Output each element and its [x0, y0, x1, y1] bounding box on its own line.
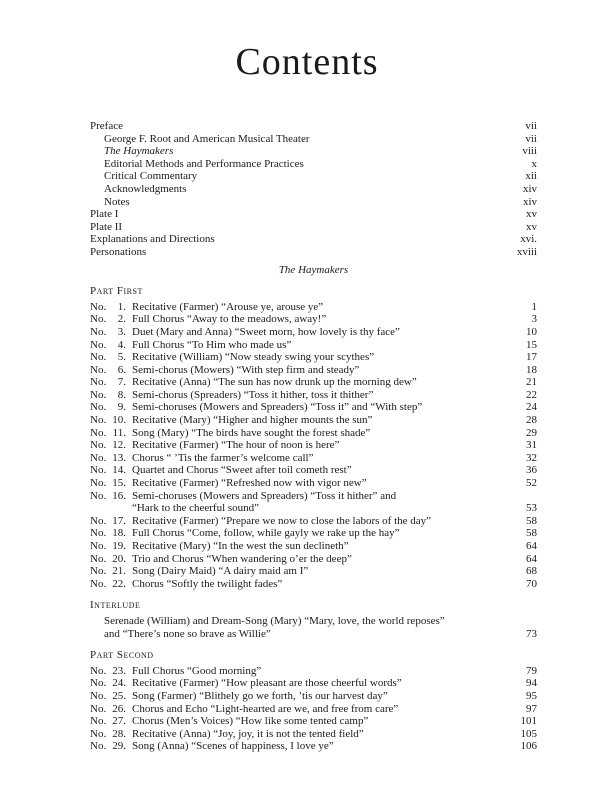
- entry-number: [90, 553, 126, 566]
- entry-number: [90, 527, 126, 540]
- entry-title: Trio and Chorus “When wandering o’er the deep”: [132, 552, 352, 565]
- page-number: 3: [531, 313, 537, 326]
- toc-entry-line: [90, 339, 537, 352]
- toc-entry-line: [90, 313, 537, 326]
- no-label: No.: [90, 677, 107, 690]
- page-number: 52: [526, 477, 537, 490]
- toc-entry-line: [90, 452, 537, 465]
- entry-title: Chorus “Softly the twilight fades”: [132, 577, 283, 590]
- entry-number: [90, 703, 126, 716]
- no-label: No.: [90, 338, 107, 351]
- no-label: No.: [90, 300, 107, 313]
- entry-number: [90, 728, 126, 741]
- toc-entry-line: [90, 703, 537, 716]
- page-number: x: [531, 157, 537, 170]
- page-number: 95: [526, 689, 537, 702]
- page-number: 31: [526, 439, 537, 452]
- entry-number: [90, 351, 126, 364]
- front-matter-entry: [90, 183, 537, 196]
- no-value: 23.: [112, 664, 126, 677]
- no-value: 25.: [112, 689, 126, 702]
- no-label: No.: [90, 401, 107, 414]
- toc-entry-line: [90, 728, 537, 741]
- page-number: 70: [526, 577, 537, 590]
- toc-entry-line: [90, 553, 537, 566]
- no-value: 6.: [117, 363, 126, 376]
- entry-title: Recitative (Anna) “The sun has now drunk up the morning dew”: [132, 376, 417, 389]
- entry-number: [90, 740, 126, 753]
- entry-title: Chorus “ ’Tis the farmer’s welcome call”: [132, 451, 314, 464]
- no-label: No.: [90, 451, 107, 464]
- toc-entry-line: [90, 427, 537, 440]
- no-value: 17.: [112, 514, 126, 527]
- page-number: 10: [526, 325, 537, 338]
- no-value: 11.: [112, 426, 126, 439]
- entry-title: Song (Anna) “Scenes of happiness, I love ye”: [132, 740, 334, 753]
- page-number: 64: [526, 540, 537, 552]
- toc-entry-line: [90, 376, 537, 389]
- toc-entry-line: [90, 490, 537, 503]
- no-value: 13.: [112, 451, 126, 464]
- front-matter-entry: [90, 246, 537, 259]
- toc-section: [90, 599, 537, 640]
- entry-title: Full Chorus “To Him who made us”: [132, 338, 292, 351]
- toc-entry-line: [90, 401, 537, 414]
- front-matter-entry: [90, 208, 537, 221]
- no-label: No.: [90, 689, 107, 702]
- entry-number: [90, 715, 126, 728]
- no-label: No.: [90, 527, 107, 540]
- page-number: 106: [520, 740, 537, 753]
- toc-entry-line: [90, 628, 537, 641]
- toc-entry-line: [90, 389, 537, 402]
- no-label: No.: [90, 540, 107, 552]
- entry-title: and “There’s none so brave as Willie”: [104, 627, 271, 640]
- entry-number: [90, 376, 126, 389]
- entry-title: Semi-choruses (Mowers and Spreaders) “Toss it” and “With step”: [132, 401, 423, 414]
- no-label: No.: [90, 426, 107, 439]
- page-title: Contents: [235, 41, 379, 83]
- entry-title: Full Chorus “Good morning”: [132, 664, 262, 677]
- entry-title: Quartet and Chorus “Sweet after toil cometh rest”: [132, 464, 352, 477]
- toc-sections: [90, 285, 537, 753]
- entry-number: [90, 301, 126, 314]
- entry-number: [90, 515, 126, 528]
- entry-title: Song (Mary) “The birds have sought the forest shade”: [132, 426, 371, 439]
- entry-number: [90, 464, 126, 477]
- no-value: 14.: [112, 464, 126, 477]
- toc-entry-line: [90, 740, 537, 753]
- no-label: No.: [90, 351, 107, 364]
- page-number: 64: [526, 552, 537, 565]
- page-number: xviii: [516, 245, 537, 258]
- page-number: 18: [526, 363, 537, 376]
- entry-label: Acknowledgments: [104, 182, 187, 195]
- entry-label: Notes: [104, 195, 130, 208]
- page-number: 21: [526, 376, 537, 389]
- no-label: No.: [90, 439, 107, 452]
- entry-title: Duet (Mary and Anna) “Sweet morn, how lovely is thy face”: [132, 325, 400, 338]
- entry-title: Chorus (Men’s Voices) “How like some tented camp”: [132, 715, 369, 728]
- entry-number: [90, 452, 126, 465]
- section-entries: [90, 665, 537, 753]
- entry-number: [90, 326, 126, 339]
- page-number: vii: [525, 120, 537, 132]
- entry-number: [90, 665, 126, 678]
- page-number: 101: [520, 715, 537, 728]
- toc-entry-line: [90, 439, 537, 452]
- entry-number: [90, 677, 126, 690]
- no-label: No.: [90, 740, 107, 753]
- page-number: 97: [526, 702, 537, 715]
- no-label: No.: [90, 577, 107, 590]
- no-value: 3.: [117, 325, 126, 338]
- section-heading: Part First: [90, 285, 143, 298]
- no-label: No.: [90, 702, 107, 715]
- page-number: xv: [526, 208, 537, 221]
- page-number: 105: [520, 727, 537, 740]
- page-number: 53: [526, 502, 537, 515]
- toc-entry-line: [90, 515, 537, 528]
- no-value: 22.: [112, 577, 126, 590]
- entry-label: Critical Commentary: [104, 170, 198, 183]
- page-number: viii: [522, 145, 537, 158]
- entry-label: George F. Root and American Musical Theater: [104, 132, 310, 145]
- page-number: 28: [526, 414, 537, 427]
- no-value: 5.: [117, 351, 126, 364]
- entry-number: [90, 540, 126, 553]
- no-label: No.: [90, 388, 107, 401]
- entry-title: Semi-choruses (Mowers and Spreaders) “Toss it hither” and: [132, 489, 397, 502]
- entry-title: Recitative (William) “Now steady swing your scythes”: [132, 351, 375, 364]
- entry-number: [90, 414, 126, 427]
- page-number: vii: [525, 132, 537, 145]
- page-number: 58: [526, 527, 537, 540]
- front-matter-entry: [90, 233, 537, 246]
- toc-entry-line: [90, 615, 537, 628]
- front-matter-entry: [90, 120, 537, 133]
- entry-title: Recitative (Mary) “Higher and higher mounts the sun”: [132, 414, 373, 427]
- entry-number: [90, 313, 126, 326]
- entry-title: Semi-chorus (Spreaders) “Toss it hither, toss it thither”: [132, 388, 374, 401]
- no-value: 28.: [112, 727, 126, 740]
- entry-label: Plate II: [90, 220, 123, 233]
- no-label: No.: [90, 514, 107, 527]
- entry-title: Recitative (Mary) “In the west the sun declineth”: [132, 540, 349, 552]
- no-label: No.: [90, 477, 107, 490]
- entry-number: [90, 477, 126, 490]
- page-number: 1: [531, 300, 537, 313]
- no-value: 24.: [112, 677, 126, 690]
- toc-entry-line: [90, 690, 537, 703]
- page-number: xiv: [522, 195, 537, 208]
- no-value: 20.: [112, 552, 126, 565]
- entry-label: Plate I: [90, 208, 119, 221]
- entry-number: [90, 439, 126, 452]
- entry-number: [90, 690, 126, 703]
- front-matter-list: [90, 120, 537, 259]
- no-label: No.: [90, 414, 107, 427]
- section-entries: [90, 301, 537, 591]
- entry-title: Recitative (Anna) “Joy, joy, it is not the tented field”: [132, 727, 364, 740]
- toc-entry-line: [90, 326, 537, 339]
- entry-title: Recitative (Farmer) “Prepare we now to close the labors of the day”: [132, 514, 432, 527]
- toc-entry-line: [90, 677, 537, 690]
- toc-entry-line: [90, 540, 537, 553]
- no-label: No.: [90, 363, 107, 376]
- page-number: 15: [526, 338, 537, 351]
- entry-label: Editorial Methods and Performance Practices: [104, 157, 304, 170]
- page-number: xvi.: [520, 233, 537, 246]
- entry-title: Song (Dairy Maid) “A dairy maid am I”: [132, 565, 309, 578]
- page-number: xiv: [522, 182, 537, 195]
- toc-entry-line: [90, 665, 537, 678]
- entry-number: [90, 427, 126, 440]
- no-value: 12.: [112, 439, 126, 452]
- no-value: 29.: [112, 740, 126, 753]
- no-label: No.: [90, 376, 107, 389]
- entry-title: Full Chorus “Come, follow, while gayly we rake up the hay”: [132, 527, 400, 540]
- page-number: xv: [526, 220, 537, 233]
- front-matter-entry: [90, 170, 537, 183]
- entry-title: Recitative (Farmer) “The hour of noon is here”: [132, 439, 340, 452]
- toc-section: [90, 285, 537, 590]
- entry-label: Personations: [90, 245, 147, 258]
- toc-entry-line: [90, 364, 537, 377]
- entry-title: Recitative (Farmer) “Arouse ye, arouse ye”: [132, 300, 324, 313]
- entry-number: [90, 578, 126, 591]
- no-value: 26.: [112, 702, 126, 715]
- entry-title: Semi-chorus (Mowers) “With step firm and steady”: [132, 363, 360, 376]
- toc-section: [90, 649, 537, 753]
- no-value: 16.: [112, 489, 126, 502]
- no-value: 9.: [117, 401, 126, 414]
- no-label: No.: [90, 313, 107, 326]
- page-number: 79: [526, 664, 537, 677]
- page-number: 22: [526, 388, 537, 401]
- entry-number: [90, 364, 126, 377]
- no-value: 10.: [112, 414, 126, 427]
- page-number: 24: [526, 401, 537, 414]
- front-matter-entry: [90, 196, 537, 209]
- page-number: 94: [526, 677, 537, 690]
- toc-entry-line: [90, 351, 537, 364]
- toc-entry-line: [90, 502, 537, 515]
- entry-label: Preface: [90, 120, 123, 132]
- entry-title: Serenade (William) and Dream-Song (Mary) “Mary, love, the world reposes”: [104, 614, 445, 627]
- toc-entry-line: [90, 527, 537, 540]
- no-value: 7.: [117, 376, 126, 389]
- entry-number: [90, 490, 126, 503]
- section-heading: Interlude: [90, 599, 141, 612]
- entry-label: The Haymakers: [104, 145, 174, 158]
- entry-title: Full Chorus “Away to the meadows, away!”: [132, 313, 327, 326]
- no-label: No.: [90, 552, 107, 565]
- page-number: 58: [526, 514, 537, 527]
- no-value: 1.: [117, 300, 126, 313]
- entry-title: Recitative (Farmer) “Refreshed now with vigor new”: [132, 477, 367, 490]
- front-matter-entry: [90, 145, 537, 158]
- no-value: 4.: [117, 338, 126, 351]
- toc-content: [90, 120, 537, 753]
- no-label: No.: [90, 489, 107, 502]
- entry-title: Song (Farmer) “Blithely go we forth, ’tis our harvest day”: [132, 689, 388, 702]
- front-matter-entry: [90, 158, 537, 171]
- toc-entry-line: [90, 578, 537, 591]
- no-value: 18.: [112, 527, 126, 540]
- page-number: 17: [526, 351, 537, 364]
- entry-number: [90, 389, 126, 402]
- front-matter-entry: [90, 221, 537, 234]
- toc-entry-line: [90, 414, 537, 427]
- page-number: 73: [526, 627, 537, 640]
- entry-title: Recitative (Farmer) “How pleasant are those cheerful words”: [132, 677, 402, 690]
- no-label: No.: [90, 715, 107, 728]
- entry-number: [90, 565, 126, 578]
- no-label: No.: [90, 325, 107, 338]
- toc-entry-line: [90, 477, 537, 490]
- no-label: No.: [90, 565, 107, 578]
- no-value: 21.: [112, 565, 126, 578]
- entry-label: Explanations and Directions: [90, 233, 215, 246]
- page-number: 36: [526, 464, 537, 477]
- page-number: 32: [526, 451, 537, 464]
- no-label: No.: [90, 664, 107, 677]
- no-value: 8.: [117, 388, 126, 401]
- entry-number: [90, 401, 126, 414]
- page-number: 68: [526, 565, 537, 578]
- no-value: 15.: [112, 477, 126, 490]
- toc-entry-line: [90, 715, 537, 728]
- no-label: No.: [90, 464, 107, 477]
- entry-title: “Hark to the cheerful sound”: [132, 502, 260, 515]
- page-number: 29: [526, 426, 537, 439]
- work-title-heading: The Haymakers: [278, 263, 349, 276]
- section-heading: Part Second: [90, 649, 154, 662]
- toc-entry-line: [90, 464, 537, 477]
- no-value: 19.: [112, 540, 126, 552]
- entry-title: Chorus and Echo “Light-hearted are we, and free from care”: [132, 702, 399, 715]
- toc-entry-line: [90, 565, 537, 578]
- entry-number: [90, 339, 126, 352]
- front-matter-entry: [90, 133, 537, 146]
- section-entries: [90, 615, 537, 640]
- toc-entry-line: [90, 301, 537, 314]
- no-label: No.: [90, 727, 107, 740]
- page-number: xii: [525, 170, 537, 183]
- no-value: 27.: [112, 715, 126, 728]
- no-value: 2.: [117, 313, 126, 326]
